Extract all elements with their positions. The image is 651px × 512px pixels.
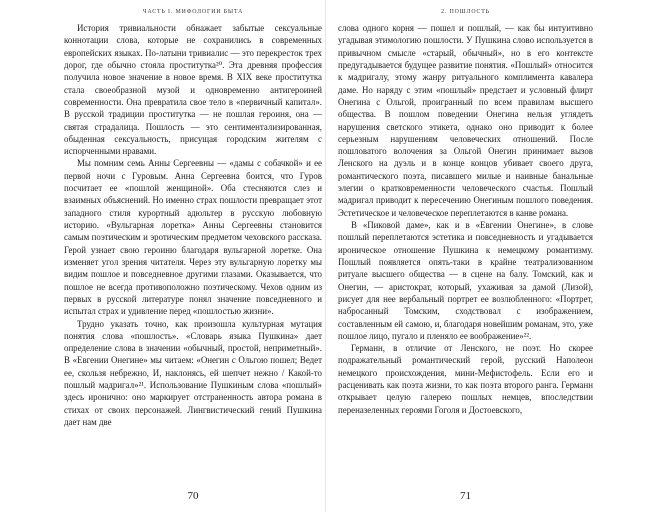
left-page [0, 0, 325, 512]
paragraph: Трудно указать точно, как произошла культурная мутация понятия слова «пошлость». «Словарь языка Пушкина» дает определение слова в значении «обычный, простой, неприметный». В «Евгении Онегине» мы читаем: «Онегин с Ольгою пошел; Ведет ее, скользя небрежно, И, наклонясь, ей шепчет нежно / Какой-то пошлый мадригал»²¹. Использование Пушкиным слова «пошлый» здесь иронично: оно маркирует отстраненность автора романа в стихах от своих персонажей. Лингвистический гений Пушкина дает нам две [64, 318, 322, 427]
page-number-right: 71 [460, 490, 471, 502]
left-page-body [64, 22, 322, 428]
running-head-right: 2. ПОШЛОСТЬ [441, 9, 490, 15]
paragraph: Германн, в отличие от Ленского, не поэт. Но скорее подражательный романтический герой, русский Наполеон немецкого происхождения, мини-Мефистофель. Если его и расценивать как поэта жизни, то как поэта второго ранга. Германн открывает целую галерею пошлых немцев, впоследствии переназеленных героями Гоголя и Достоевского, [338, 343, 593, 415]
right-page-body [338, 22, 593, 416]
paragraph: Мы помним семь Анны Сергеевны — «дамы с собачкой» и ее первой ночи с Гуровым. Анна Сергеевна боится, что Гуров посчитает ее «пошлой женщиной». Оба стесняются слез и взаимных объяснений. Но именно страх пошлости превращает этот западного стиля курортный адюльтер в русскую любовную историю. «Вульгарная лоретка» Анны Сергеевны становится самым поэтическим и эротическим предметом чеховского рассказа. Герой узнает свою героиню благодаря вульгарной лоретке. Она изменяет угол зрения читателя. Через эту вульгарную лоретку мы видим пошлое и повседневное другими глазами. Оказывается, что пошлое не всегда противоположно поэтическому. Чехов одним из первых в русской литературе понял значение повседневного и испытал страх и удивление перед «пошлостью жизни». [64, 158, 322, 317]
running-head-left: ЧАСТЬ I. МИФОЛОГИИ БЫТА [142, 9, 244, 15]
page-number-left: 70 [187, 490, 199, 502]
paragraph: слова одного корня — пошел и пошлый, — как бы интуитивно угадывая этимологию пошлости. У Пушкина слово используется в привычном смысле «старый, обычный», но в его контексте предугадывается будущее развитие понятия. «Пошлый» относится к мадригалу, этому жанру ритуального комплимента кавалера даме. Но наряду с этим «пошлый» предстает и условный флирт Онегина с Ольгой, проигранный по всем правилам высшего общества. В пошлом поведении Онегина нельзя углядеть нарушения светского этикета, однако оно приводит к более серьезным нарушениям человеческих отношений. После пошловатого волочения за Ольгой Онегин принимает вызов Ленского на дуэль и в конце концов убивает своего друга, романтического поэта, писавшего милые и наивные банальные элегии о кратковременности человеческого счастья. Пошлый мадригал приводит к пересечению Онегиным пошлого поведения. Эстетическое и человеческое переплетаются в канве романа. [338, 23, 593, 218]
right-page [326, 0, 651, 512]
paragraph: В «Пиковой даме», как и в «Евгении Онегине», в слове пошлый переплетаются эстетика и повседневность и угадывается ироническое отношение Пушкина к немецкому романтизму. Пошлый появляется опять-таки в крайне театрализованном ритуале высшего общества — в сцене на балу. Томский, как и Онегин, — аристократ, который, ухаживая за дамой (Лизой), рисует для нее вербальный портрет ее возлюбленного: «Портрет, набросанный Томским, сходствовал с изображением, составленным ей самою, и, благодаря новейшим романам, это, уже пошлое лицо, пугало и пленяло ее воображение»²². [338, 220, 593, 341]
paragraph: История тривиальности обнажает забытые сексуальные коннотации слова, которые не сохранились в современных европейских языках. По-латыни тривиалис — это перекресток трех дорог, где обычно стояла проститутка²⁰. Эта древняя профессия получила новое значение в новое время. В XIX веке проститутка стала своеобразной музой и одновременно антигероиней современности. Она превратила свое тело в «первичный капитал». В русской традиции проститутка — не пошлая героиня, она — святая страдалица. Пошлость — это сентиментализированная, обыденная сексуальность, присущая городским жителям с испорченными нравами. [64, 23, 322, 157]
